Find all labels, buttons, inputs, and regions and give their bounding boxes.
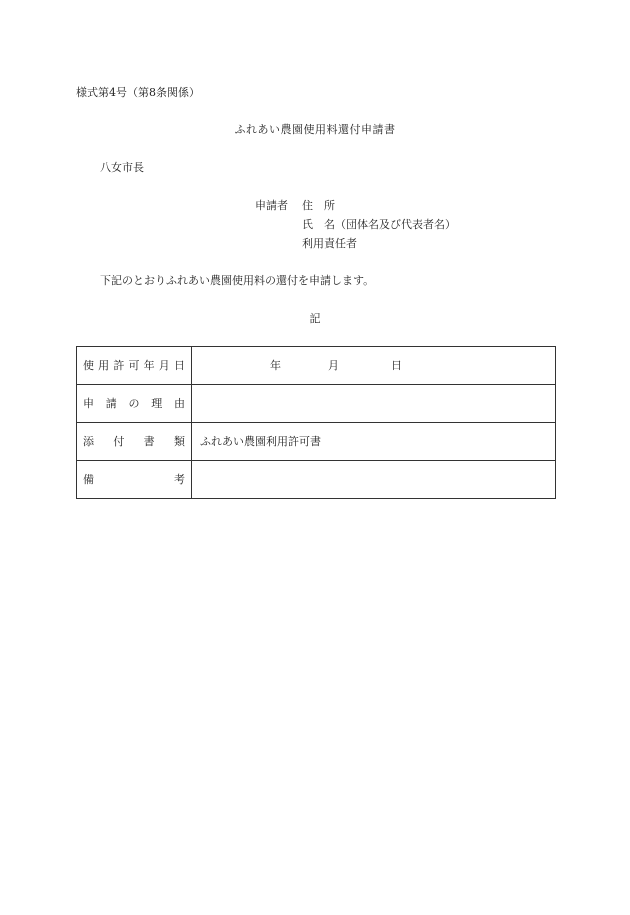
permit-date-label-cell <box>77 347 192 385</box>
reason-value-cell[interactable] <box>192 385 556 423</box>
details-table <box>76 346 556 499</box>
ki-heading: 記 <box>309 312 321 325</box>
month-label: 月 <box>328 359 339 372</box>
reason-label: 申 請 の 理 由 <box>83 397 185 410</box>
name-label: 氏 名（団体名及び代表者名） <box>302 218 456 231</box>
attachments-label: 添 付 書 類 <box>83 435 185 448</box>
remarks-label-cell <box>77 461 192 499</box>
table-row-attachments <box>77 423 556 461</box>
reason-label-cell <box>77 385 192 423</box>
document-title: ふれあい農園使用料還付申請書 <box>234 123 396 136</box>
year-label: 年 <box>270 359 281 372</box>
application-statement: 下記のとおりふれあい農園使用料の還付を申請します。 <box>100 274 375 287</box>
attachments-label-cell <box>77 423 192 461</box>
date-fields <box>200 360 555 371</box>
table-row-permit-date <box>77 347 556 385</box>
responsible-person-label: 利用責任者 <box>302 237 357 250</box>
table-row-reason <box>77 385 556 423</box>
address-label: 住 所 <box>302 199 335 212</box>
form-number: 様式第4号（第8条関係） <box>76 86 200 99</box>
day-label: 日 <box>391 359 402 372</box>
remarks-value-cell[interactable] <box>192 461 556 499</box>
addressee: 八女市長 <box>100 161 144 174</box>
applicant-label: 申請者 <box>255 199 288 212</box>
permit-date-value-cell[interactable] <box>192 347 556 385</box>
table-row-remarks <box>77 461 556 499</box>
permit-date-label: 使 用 許 可 年 月 日 <box>83 359 185 372</box>
remarks-label: 備 考 <box>83 473 185 486</box>
attachments-value: ふれあい農園利用許可書 <box>192 423 556 461</box>
